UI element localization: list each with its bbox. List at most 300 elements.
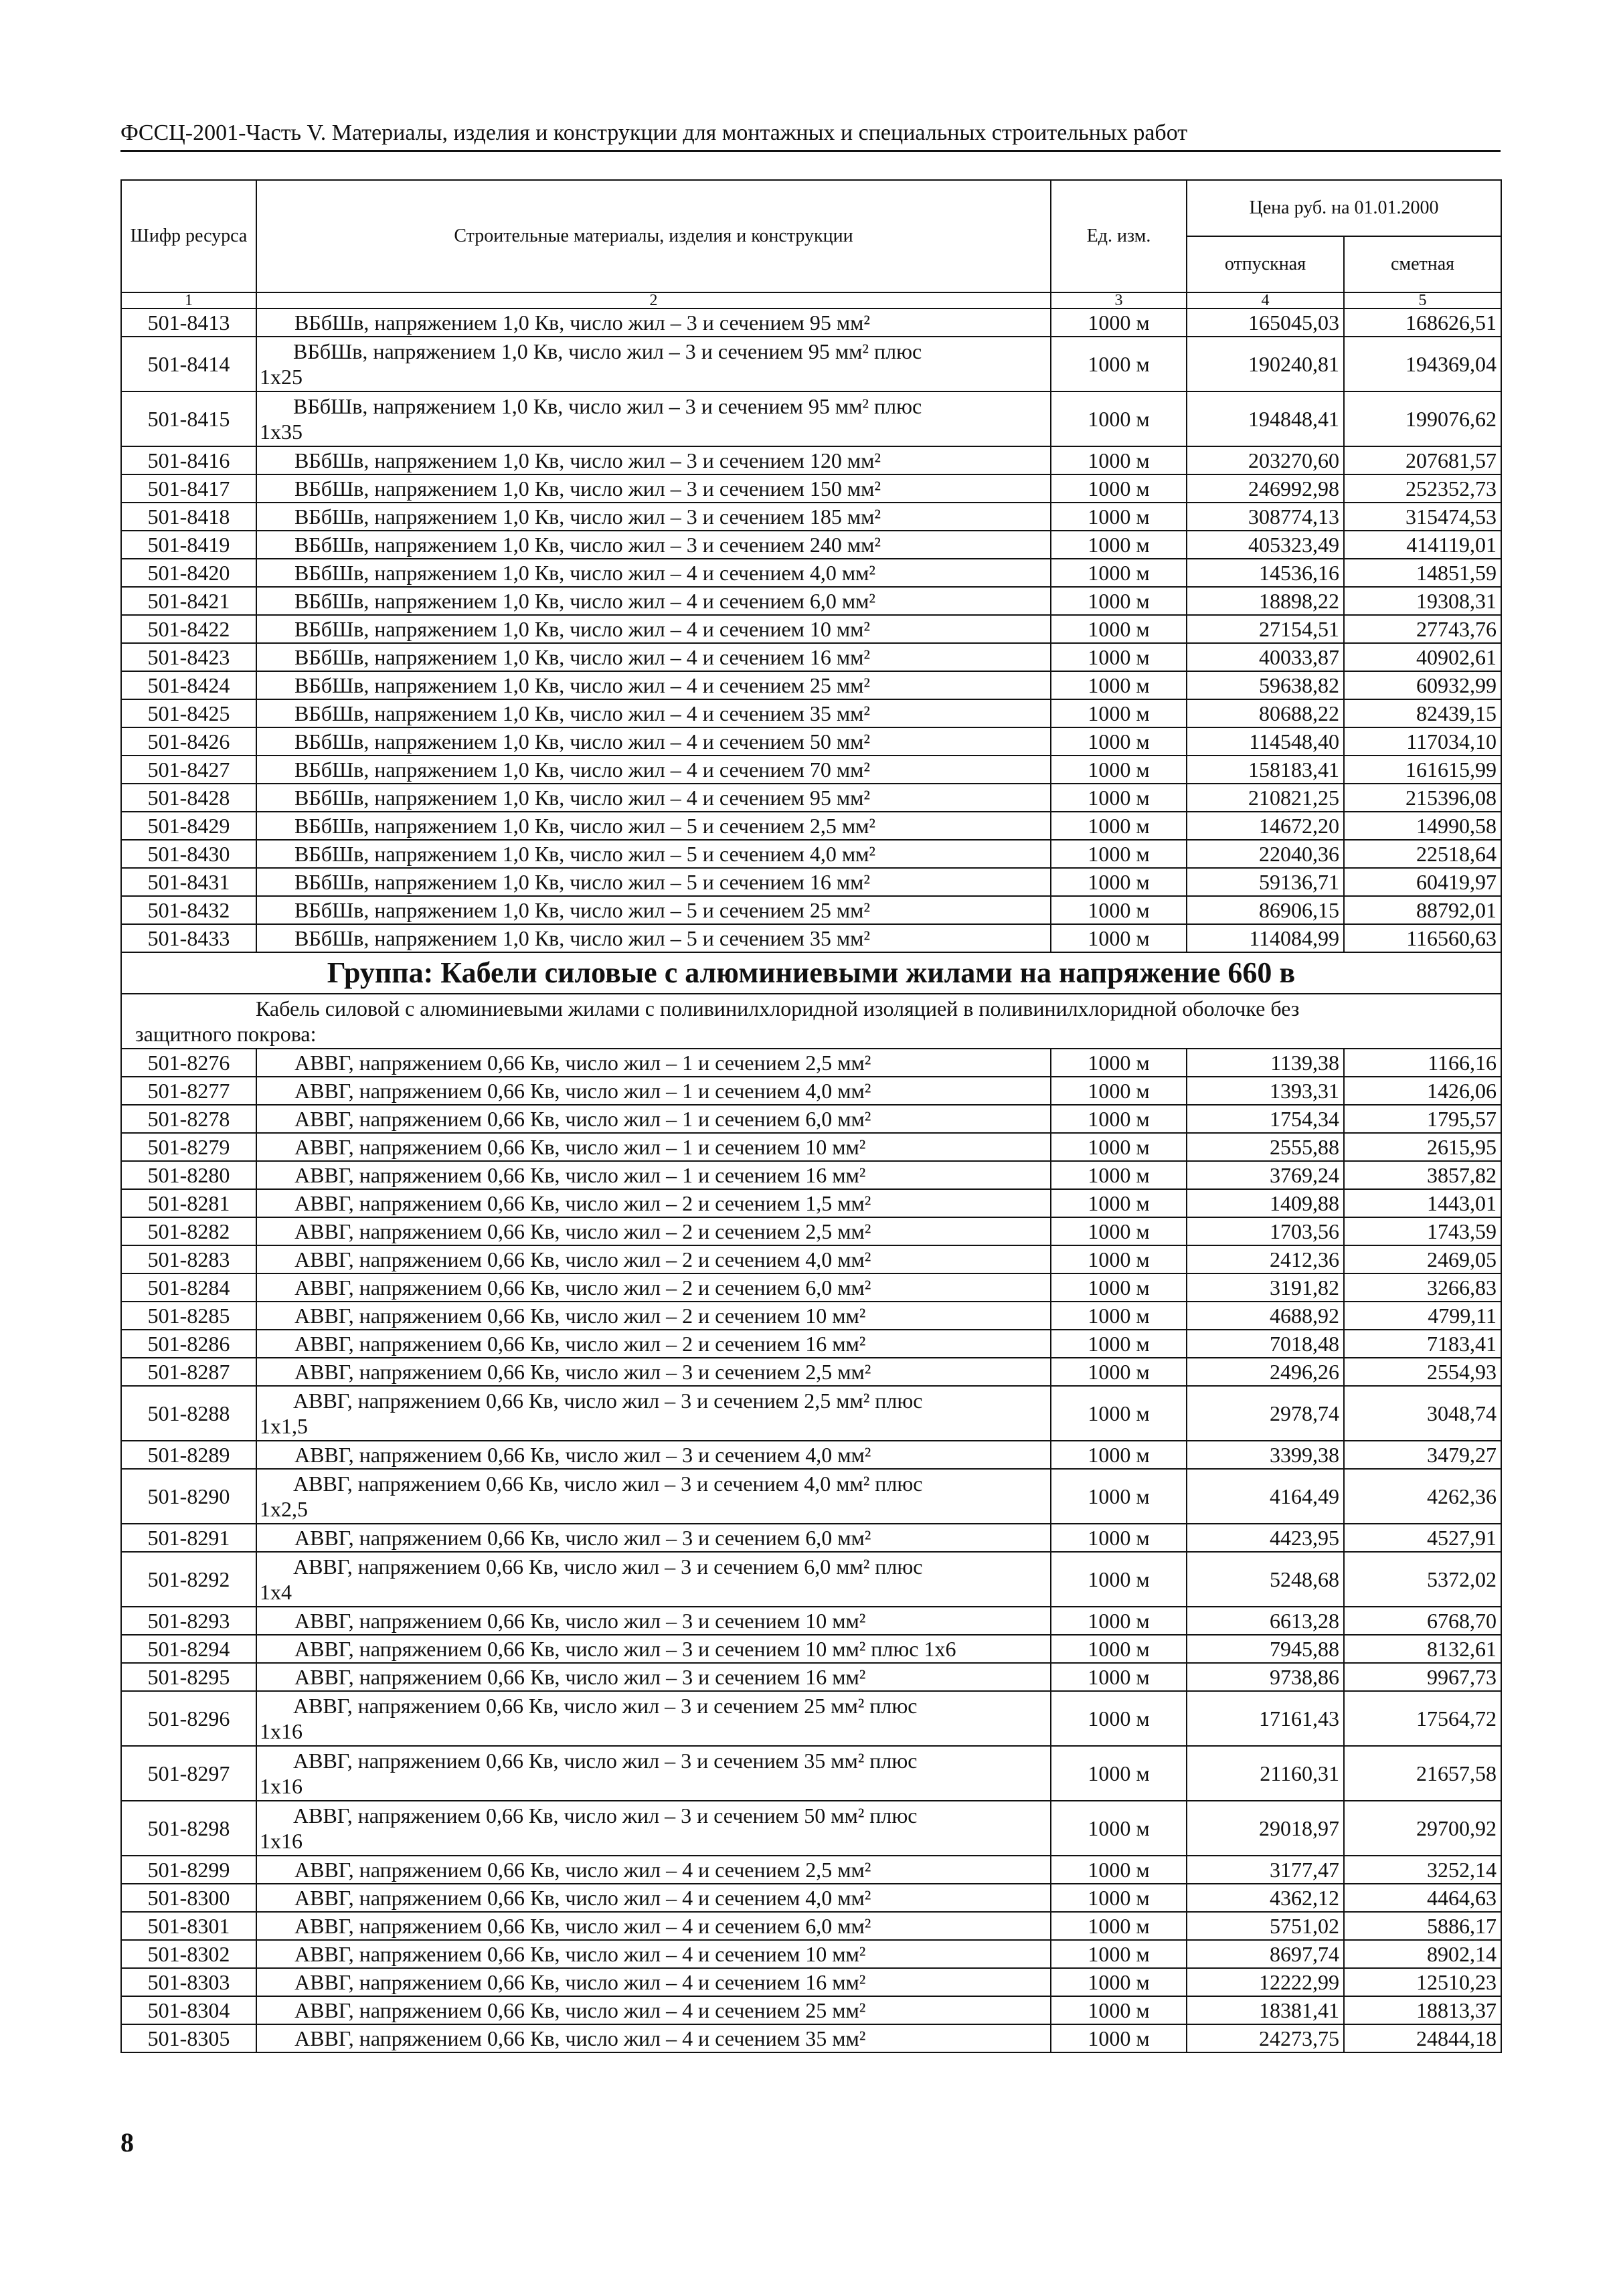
cell-unit: 1000 м bbox=[1051, 1077, 1187, 1105]
cell-code: 501-8296 bbox=[121, 1691, 256, 1746]
cell-code: 501-8284 bbox=[121, 1273, 256, 1302]
cell-release-price: 210821,25 bbox=[1187, 784, 1344, 812]
table-row bbox=[121, 868, 1501, 896]
table-row bbox=[121, 1273, 1501, 1302]
cell-unit: 1000 м bbox=[1051, 1746, 1187, 1801]
cell-description bbox=[256, 1968, 1051, 1996]
table-row bbox=[121, 671, 1501, 699]
cell-code: 501-8433 bbox=[121, 924, 256, 952]
cell-code: 501-8301 bbox=[121, 1912, 256, 1940]
table-row bbox=[121, 1968, 1501, 1996]
cell-estimate-price: 3857,82 bbox=[1344, 1161, 1501, 1189]
description-line: АВВГ, напряжением 0,66 Кв, число жил – 2 и сечением 6,0 мм² bbox=[294, 1275, 871, 1300]
cell-code: 501-8417 bbox=[121, 474, 256, 503]
column-number: 3 bbox=[1051, 292, 1187, 308]
cell-unit: 1000 м bbox=[1051, 812, 1187, 840]
cell-release-price: 24273,75 bbox=[1187, 2024, 1344, 2052]
cell-estimate-price: 1795,57 bbox=[1344, 1105, 1501, 1133]
table-row bbox=[121, 559, 1501, 587]
cell-description bbox=[256, 840, 1051, 868]
cell-release-price: 2978,74 bbox=[1187, 1386, 1344, 1441]
cell-unit: 1000 м bbox=[1051, 756, 1187, 784]
cell-unit: 1000 м bbox=[1051, 1273, 1187, 1302]
column-number: 4 bbox=[1187, 292, 1344, 308]
cell-release-price: 3177,47 bbox=[1187, 1856, 1344, 1884]
cell-unit: 1000 м bbox=[1051, 1635, 1187, 1663]
description-line: ВБбШв, напряжением 1,0 Кв, число жил – 3 и сечением 240 мм² bbox=[294, 533, 881, 557]
cell-description bbox=[256, 1105, 1051, 1133]
cell-estimate-price: 4799,11 bbox=[1344, 1302, 1501, 1330]
cell-estimate-price: 9967,73 bbox=[1344, 1663, 1501, 1691]
cell-description bbox=[256, 1245, 1051, 1273]
group-title: Группа: Кабели силовые с алюминиевыми жилами на напряжение 660 в bbox=[121, 952, 1501, 994]
cell-unit: 1000 м bbox=[1051, 784, 1187, 812]
description-line: ВБбШв, напряжением 1,0 Кв, число жил – 5 и сечением 35 мм² bbox=[294, 926, 870, 950]
description-line: АВВГ, напряжением 0,66 Кв, число жил – 1 и сечением 6,0 мм² bbox=[294, 1107, 871, 1131]
cell-estimate-price: 207681,57 bbox=[1344, 446, 1501, 474]
description-line: ВБбШв, напряжением 1,0 Кв, число жил – 3 и сечением 185 мм² bbox=[294, 505, 881, 529]
table-row bbox=[121, 1746, 1501, 1801]
cell-code: 501-8422 bbox=[121, 615, 256, 643]
cell-release-price: 12222,99 bbox=[1187, 1968, 1344, 1996]
cell-code: 501-8290 bbox=[121, 1469, 256, 1524]
cell-release-price: 405323,49 bbox=[1187, 531, 1344, 559]
cell-unit: 1000 м bbox=[1051, 503, 1187, 531]
cell-estimate-price: 29700,92 bbox=[1344, 1801, 1501, 1856]
cell-release-price: 86906,15 bbox=[1187, 896, 1344, 924]
table-row bbox=[121, 1469, 1501, 1524]
table-row bbox=[121, 1245, 1501, 1273]
cell-estimate-price: 199076,62 bbox=[1344, 391, 1501, 446]
cell-estimate-price: 5886,17 bbox=[1344, 1912, 1501, 1940]
cell-description bbox=[256, 896, 1051, 924]
cell-code: 501-8425 bbox=[121, 699, 256, 727]
cell-description bbox=[256, 615, 1051, 643]
description-line: ВБбШв, напряжением 1,0 Кв, число жил – 4 и сечением 70 мм² bbox=[294, 758, 870, 782]
column-header-unit: Ед. изм. bbox=[1051, 180, 1187, 292]
table-row bbox=[121, 615, 1501, 643]
description-line: АВВГ, напряжением 0,66 Кв, число жил – 2 и сечением 10 мм² bbox=[294, 1304, 866, 1328]
cell-code: 501-8279 bbox=[121, 1133, 256, 1161]
table-row bbox=[121, 587, 1501, 615]
cell-release-price: 8697,74 bbox=[1187, 1940, 1344, 1968]
cell-description bbox=[256, 1912, 1051, 1940]
cell-estimate-price: 194369,04 bbox=[1344, 337, 1501, 391]
cell-estimate-price: 24844,18 bbox=[1344, 2024, 1501, 2052]
cell-release-price: 4423,95 bbox=[1187, 1524, 1344, 1552]
table-row bbox=[121, 784, 1501, 812]
cell-code: 501-8295 bbox=[121, 1663, 256, 1691]
cell-code: 501-8282 bbox=[121, 1217, 256, 1245]
cell-description bbox=[256, 868, 1051, 896]
cell-description bbox=[256, 1217, 1051, 1245]
description-line: ВБбШв, напряжением 1,0 Кв, число жил – 3 и сечением 120 мм² bbox=[294, 448, 881, 472]
description-line: АВВГ, напряжением 0,66 Кв, число жил – 4 и сечением 10 мм² bbox=[294, 1942, 866, 1966]
column-number: 2 bbox=[256, 292, 1051, 308]
cell-description bbox=[256, 2024, 1051, 2052]
description-line: ВБбШв, напряжением 1,0 Кв, число жил – 4 и сечением 16 мм² bbox=[294, 645, 870, 669]
cell-unit: 1000 м bbox=[1051, 1245, 1187, 1273]
table-row bbox=[121, 446, 1501, 474]
description-line: АВВГ, напряжением 0,66 Кв, число жил – 2 и сечением 2,5 мм² bbox=[294, 1219, 871, 1243]
cell-code: 501-8300 bbox=[121, 1884, 256, 1912]
cell-description bbox=[256, 1746, 1051, 1801]
column-header-description: Строительные материалы, изделия и конструкции bbox=[256, 180, 1051, 292]
cell-description bbox=[256, 699, 1051, 727]
cell-estimate-price: 60932,99 bbox=[1344, 671, 1501, 699]
description-line: ВБбШв, напряжением 1,0 Кв, число жил – 4 и сечением 4,0 мм² bbox=[294, 561, 875, 585]
description-line: ВБбШв, напряжением 1,0 Кв, число жил – 3 и сечением 95 мм² плюс bbox=[293, 394, 922, 418]
cell-release-price: 308774,13 bbox=[1187, 503, 1344, 531]
cell-release-price: 18898,22 bbox=[1187, 587, 1344, 615]
cell-unit: 1000 м bbox=[1051, 1189, 1187, 1217]
description-line-continuation: 1x16 bbox=[260, 1719, 303, 1743]
cell-release-price: 2496,26 bbox=[1187, 1358, 1344, 1386]
description-line: АВВГ, напряжением 0,66 Кв, число жил – 3 и сечением 2,5 мм² bbox=[294, 1360, 871, 1384]
price-table bbox=[120, 179, 1502, 2053]
cell-description bbox=[256, 812, 1051, 840]
table-row bbox=[121, 531, 1501, 559]
description-line: АВВГ, напряжением 0,66 Кв, число жил – 3 и сечением 10 мм² плюс 1x6 bbox=[294, 1637, 956, 1661]
cell-description bbox=[256, 474, 1051, 503]
cell-code: 501-8419 bbox=[121, 531, 256, 559]
cell-description bbox=[256, 1635, 1051, 1663]
cell-release-price: 190240,81 bbox=[1187, 337, 1344, 391]
description-line: ВБбШв, напряжением 1,0 Кв, число жил – 4 и сечением 10 мм² bbox=[294, 617, 870, 641]
cell-code: 501-8420 bbox=[121, 559, 256, 587]
column-header-estimate-price: сметная bbox=[1344, 236, 1501, 292]
cell-code: 501-8413 bbox=[121, 308, 256, 337]
cell-description bbox=[256, 1524, 1051, 1552]
table-row bbox=[121, 699, 1501, 727]
cell-unit: 1000 м bbox=[1051, 1940, 1187, 1968]
cell-release-price: 7945,88 bbox=[1187, 1635, 1344, 1663]
group-intro-line: Кабель силовой с алюминиевыми жилами с поливинилхлоридной изоляцией в поливинилхлоридной оболочке без bbox=[256, 996, 1300, 1021]
table-row bbox=[121, 1856, 1501, 1884]
cell-unit: 1000 м bbox=[1051, 1105, 1187, 1133]
table-row bbox=[121, 1330, 1501, 1358]
column-number: 5 bbox=[1344, 292, 1501, 308]
description-line: АВВГ, напряжением 0,66 Кв, число жил – 1 и сечением 2,5 мм² bbox=[294, 1051, 871, 1075]
cell-code: 501-8294 bbox=[121, 1635, 256, 1663]
description-line: АВВГ, напряжением 0,66 Кв, число жил – 4 и сечением 25 мм² bbox=[294, 1998, 866, 2022]
cell-code: 501-8424 bbox=[121, 671, 256, 699]
description-line: АВВГ, напряжением 0,66 Кв, число жил – 3 и сечением 4,0 мм² плюс bbox=[293, 1472, 923, 1496]
table-row bbox=[121, 1635, 1501, 1663]
cell-description bbox=[256, 1189, 1051, 1217]
cell-code: 501-8293 bbox=[121, 1607, 256, 1635]
cell-code: 501-8285 bbox=[121, 1302, 256, 1330]
description-line: АВВГ, напряжением 0,66 Кв, число жил – 2 и сечением 4,0 мм² bbox=[294, 1247, 871, 1271]
cell-release-price: 4688,92 bbox=[1187, 1302, 1344, 1330]
table-row bbox=[121, 1524, 1501, 1552]
cell-release-price: 59638,82 bbox=[1187, 671, 1344, 699]
cell-estimate-price: 414119,01 bbox=[1344, 531, 1501, 559]
table-row bbox=[121, 1358, 1501, 1386]
cell-unit: 1000 м bbox=[1051, 474, 1187, 503]
cell-code: 501-8302 bbox=[121, 1940, 256, 1968]
description-line: ВБбШв, напряжением 1,0 Кв, число жил – 5 и сечением 4,0 мм² bbox=[294, 842, 875, 866]
cell-estimate-price: 88792,01 bbox=[1344, 896, 1501, 924]
cell-estimate-price: 8902,14 bbox=[1344, 1940, 1501, 1968]
cell-release-price: 4362,12 bbox=[1187, 1884, 1344, 1912]
description-line: АВВГ, напряжением 0,66 Кв, число жил – 3 и сечением 50 мм² плюс bbox=[293, 1803, 918, 1828]
cell-description bbox=[256, 924, 1051, 952]
cell-unit: 1000 м bbox=[1051, 1691, 1187, 1746]
description-line: ВБбШв, напряжением 1,0 Кв, число жил – 4 и сечением 35 мм² bbox=[294, 701, 870, 725]
cell-unit: 1000 м bbox=[1051, 671, 1187, 699]
table-row bbox=[121, 840, 1501, 868]
cell-release-price: 194848,41 bbox=[1187, 391, 1344, 446]
cell-unit: 1000 м bbox=[1051, 840, 1187, 868]
cell-code: 501-8303 bbox=[121, 1968, 256, 1996]
description-line: ВБбШв, напряжением 1,0 Кв, число жил – 3 и сечением 150 мм² bbox=[294, 476, 881, 501]
cell-description bbox=[256, 503, 1051, 531]
cell-description bbox=[256, 756, 1051, 784]
cell-estimate-price: 4527,91 bbox=[1344, 1524, 1501, 1552]
cell-unit: 1000 м bbox=[1051, 1441, 1187, 1469]
description-line-continuation: 1x2,5 bbox=[260, 1497, 308, 1521]
cell-release-price: 22040,36 bbox=[1187, 840, 1344, 868]
table-row bbox=[121, 1607, 1501, 1635]
cell-unit: 1000 м bbox=[1051, 446, 1187, 474]
page-header-title: ФССЦ-2001-Часть V. Материалы, изделия и конструкции для монтажных и специальных строительных работ bbox=[120, 120, 1188, 145]
group-intro-line: защитного покрова: bbox=[135, 1022, 317, 1046]
cell-release-price: 5751,02 bbox=[1187, 1912, 1344, 1940]
table-row bbox=[121, 1217, 1501, 1245]
cell-estimate-price: 6768,70 bbox=[1344, 1607, 1501, 1635]
cell-description bbox=[256, 1330, 1051, 1358]
description-line: ВБбШв, напряжением 1,0 Кв, число жил – 3 и сечением 95 мм² плюс bbox=[293, 339, 922, 363]
cell-code: 501-8423 bbox=[121, 643, 256, 671]
cell-unit: 1000 м bbox=[1051, 1856, 1187, 1884]
table-section-group-heading bbox=[121, 952, 1501, 1049]
cell-code: 501-8429 bbox=[121, 812, 256, 840]
table-section-vvbshv bbox=[121, 308, 1501, 952]
cell-release-price: 114548,40 bbox=[1187, 727, 1344, 756]
description-line: АВВГ, напряжением 0,66 Кв, число жил – 4 и сечением 16 мм² bbox=[294, 1970, 866, 1994]
cell-release-price: 1754,34 bbox=[1187, 1105, 1344, 1133]
cell-release-price: 40033,87 bbox=[1187, 643, 1344, 671]
table-row bbox=[121, 1884, 1501, 1912]
cell-release-price: 4164,49 bbox=[1187, 1469, 1344, 1524]
table-row bbox=[121, 1386, 1501, 1441]
cell-description bbox=[256, 391, 1051, 446]
table-row bbox=[121, 2024, 1501, 2052]
cell-estimate-price: 8132,61 bbox=[1344, 1635, 1501, 1663]
cell-unit: 1000 м bbox=[1051, 896, 1187, 924]
cell-unit: 1000 м bbox=[1051, 337, 1187, 391]
header-divider bbox=[120, 150, 1501, 152]
cell-unit: 1000 м bbox=[1051, 1552, 1187, 1607]
table-row bbox=[121, 727, 1501, 756]
cell-estimate-price: 161615,99 bbox=[1344, 756, 1501, 784]
cell-estimate-price: 19308,31 bbox=[1344, 587, 1501, 615]
description-line: ВБбШв, напряжением 1,0 Кв, число жил – 3 и сечением 95 мм² bbox=[294, 311, 870, 335]
cell-code: 501-8430 bbox=[121, 840, 256, 868]
description-line: АВВГ, напряжением 0,66 Кв, число жил – 3 и сечением 25 мм² плюс bbox=[293, 1694, 918, 1718]
cell-estimate-price: 5372,02 bbox=[1344, 1552, 1501, 1607]
table-row bbox=[121, 1077, 1501, 1105]
cell-code: 501-8297 bbox=[121, 1746, 256, 1801]
description-line: ВБбШв, напряжением 1,0 Кв, число жил – 4 и сечением 6,0 мм² bbox=[294, 589, 875, 613]
cell-release-price: 1409,88 bbox=[1187, 1189, 1344, 1217]
cell-code: 501-8286 bbox=[121, 1330, 256, 1358]
table-row bbox=[121, 756, 1501, 784]
cell-release-price: 114084,99 bbox=[1187, 924, 1344, 952]
cell-release-price: 9738,86 bbox=[1187, 1663, 1344, 1691]
description-line: АВВГ, напряжением 0,66 Кв, число жил – 1 и сечением 4,0 мм² bbox=[294, 1079, 871, 1103]
cell-estimate-price: 117034,10 bbox=[1344, 727, 1501, 756]
cell-estimate-price: 18813,37 bbox=[1344, 1996, 1501, 2024]
cell-code: 501-8432 bbox=[121, 896, 256, 924]
cell-description bbox=[256, 1607, 1051, 1635]
cell-release-price: 1703,56 bbox=[1187, 1217, 1344, 1245]
cell-release-price: 29018,97 bbox=[1187, 1801, 1344, 1856]
description-line-continuation: 1x25 bbox=[260, 365, 303, 389]
cell-estimate-price: 315474,53 bbox=[1344, 503, 1501, 531]
column-header-price: Цена руб. на 01.01.2000 bbox=[1187, 180, 1501, 236]
cell-description bbox=[256, 784, 1051, 812]
cell-unit: 1000 м bbox=[1051, 1663, 1187, 1691]
cell-release-price: 59136,71 bbox=[1187, 868, 1344, 896]
cell-unit: 1000 м bbox=[1051, 924, 1187, 952]
cell-description bbox=[256, 1856, 1051, 1884]
cell-estimate-price: 3048,74 bbox=[1344, 1386, 1501, 1441]
cell-description bbox=[256, 1077, 1051, 1105]
cell-release-price: 3191,82 bbox=[1187, 1273, 1344, 1302]
table-row bbox=[121, 643, 1501, 671]
cell-estimate-price: 7183,41 bbox=[1344, 1330, 1501, 1358]
cell-estimate-price: 1743,59 bbox=[1344, 1217, 1501, 1245]
table-row bbox=[121, 1691, 1501, 1746]
cell-code: 501-8415 bbox=[121, 391, 256, 446]
cell-release-price: 1393,31 bbox=[1187, 1077, 1344, 1105]
cell-code: 501-8289 bbox=[121, 1441, 256, 1469]
table-row bbox=[121, 1161, 1501, 1189]
description-line: АВВГ, напряжением 0,66 Кв, число жил – 3 и сечением 6,0 мм² bbox=[294, 1526, 871, 1550]
cell-release-price: 7018,48 bbox=[1187, 1330, 1344, 1358]
cell-release-price: 18381,41 bbox=[1187, 1996, 1344, 2024]
cell-unit: 1000 м bbox=[1051, 308, 1187, 337]
table-section-avvg bbox=[121, 1049, 1501, 2052]
cell-unit: 1000 м bbox=[1051, 868, 1187, 896]
cell-description bbox=[256, 1302, 1051, 1330]
cell-release-price: 246992,98 bbox=[1187, 474, 1344, 503]
column-number: 1 bbox=[121, 292, 256, 308]
table-row bbox=[121, 924, 1501, 952]
description-line: АВВГ, напряжением 0,66 Кв, число жил – 3 и сечением 6,0 мм² плюс bbox=[293, 1555, 923, 1579]
group-intro bbox=[121, 994, 1501, 1049]
cell-description bbox=[256, 643, 1051, 671]
cell-description bbox=[256, 531, 1051, 559]
cell-unit: 1000 м bbox=[1051, 1049, 1187, 1077]
cell-code: 501-8428 bbox=[121, 784, 256, 812]
table-row bbox=[121, 474, 1501, 503]
cell-unit: 1000 м bbox=[1051, 587, 1187, 615]
cell-code: 501-8288 bbox=[121, 1386, 256, 1441]
cell-description bbox=[256, 727, 1051, 756]
cell-code: 501-8299 bbox=[121, 1856, 256, 1884]
cell-description bbox=[256, 1469, 1051, 1524]
cell-release-price: 21160,31 bbox=[1187, 1746, 1344, 1801]
cell-unit: 1000 м bbox=[1051, 1884, 1187, 1912]
cell-description bbox=[256, 1273, 1051, 1302]
cell-code: 501-8304 bbox=[121, 1996, 256, 2024]
cell-estimate-price: 1443,01 bbox=[1344, 1189, 1501, 1217]
cell-unit: 1000 м bbox=[1051, 1217, 1187, 1245]
cell-unit: 1000 м bbox=[1051, 1133, 1187, 1161]
description-line-continuation: 1x4 bbox=[260, 1580, 292, 1604]
description-line: АВВГ, напряжением 0,66 Кв, число жил – 2 и сечением 16 мм² bbox=[294, 1332, 866, 1356]
description-line: ВБбШв, напряжением 1,0 Кв, число жил – 5 и сечением 2,5 мм² bbox=[294, 814, 875, 838]
cell-estimate-price: 3266,83 bbox=[1344, 1273, 1501, 1302]
cell-release-price: 3769,24 bbox=[1187, 1161, 1344, 1189]
table-row bbox=[121, 1189, 1501, 1217]
cell-estimate-price: 82439,15 bbox=[1344, 699, 1501, 727]
cell-code: 501-8421 bbox=[121, 587, 256, 615]
description-line-continuation: 1x16 bbox=[260, 1774, 303, 1798]
cell-estimate-price: 4262,36 bbox=[1344, 1469, 1501, 1524]
table-row bbox=[121, 391, 1501, 446]
cell-code: 501-8292 bbox=[121, 1552, 256, 1607]
table-row bbox=[121, 812, 1501, 840]
description-line: АВВГ, напряжением 0,66 Кв, число жил – 4 и сечением 35 мм² bbox=[294, 2026, 866, 2050]
cell-estimate-price: 168626,51 bbox=[1344, 308, 1501, 337]
cell-description bbox=[256, 337, 1051, 391]
column-number-row bbox=[121, 292, 1501, 308]
cell-unit: 1000 м bbox=[1051, 643, 1187, 671]
column-header-code: Шифр ресурса bbox=[121, 180, 256, 292]
table-row bbox=[121, 1912, 1501, 1940]
table-row bbox=[121, 1663, 1501, 1691]
description-line: АВВГ, напряжением 0,66 Кв, число жил – 2 и сечением 1,5 мм² bbox=[294, 1191, 871, 1215]
cell-release-price: 14672,20 bbox=[1187, 812, 1344, 840]
cell-code: 501-8287 bbox=[121, 1358, 256, 1386]
cell-description bbox=[256, 1691, 1051, 1746]
cell-release-price: 17161,43 bbox=[1187, 1691, 1344, 1746]
cell-unit: 1000 м bbox=[1051, 1996, 1187, 2024]
cell-code: 501-8416 bbox=[121, 446, 256, 474]
cell-code: 501-8427 bbox=[121, 756, 256, 784]
cell-unit: 1000 м bbox=[1051, 1524, 1187, 1552]
cell-code: 501-8278 bbox=[121, 1105, 256, 1133]
cell-unit: 1000 м bbox=[1051, 1607, 1187, 1635]
cell-estimate-price: 3252,14 bbox=[1344, 1856, 1501, 1884]
cell-description bbox=[256, 671, 1051, 699]
table-row bbox=[121, 1302, 1501, 1330]
description-line: АВВГ, напряжением 0,66 Кв, число жил – 1 и сечением 16 мм² bbox=[294, 1163, 866, 1187]
cell-release-price: 6613,28 bbox=[1187, 1607, 1344, 1635]
cell-description bbox=[256, 1049, 1051, 1077]
cell-release-price: 80688,22 bbox=[1187, 699, 1344, 727]
cell-unit: 1000 м bbox=[1051, 699, 1187, 727]
table-row bbox=[121, 503, 1501, 531]
table-row bbox=[121, 308, 1501, 337]
cell-code: 501-8431 bbox=[121, 868, 256, 896]
cell-unit: 1000 м bbox=[1051, 1801, 1187, 1856]
table-row bbox=[121, 337, 1501, 391]
cell-estimate-price: 14990,58 bbox=[1344, 812, 1501, 840]
cell-description bbox=[256, 1801, 1051, 1856]
description-line-continuation: 1x35 bbox=[260, 420, 303, 444]
description-line: ВБбШв, напряжением 1,0 Кв, число жил – 5 и сечением 25 мм² bbox=[294, 898, 870, 922]
cell-estimate-price: 14851,59 bbox=[1344, 559, 1501, 587]
cell-unit: 1000 м bbox=[1051, 559, 1187, 587]
description-line: ВБбШв, напряжением 1,0 Кв, число жил – 4 и сечением 50 мм² bbox=[294, 729, 870, 754]
cell-description bbox=[256, 1386, 1051, 1441]
cell-code: 501-8276 bbox=[121, 1049, 256, 1077]
